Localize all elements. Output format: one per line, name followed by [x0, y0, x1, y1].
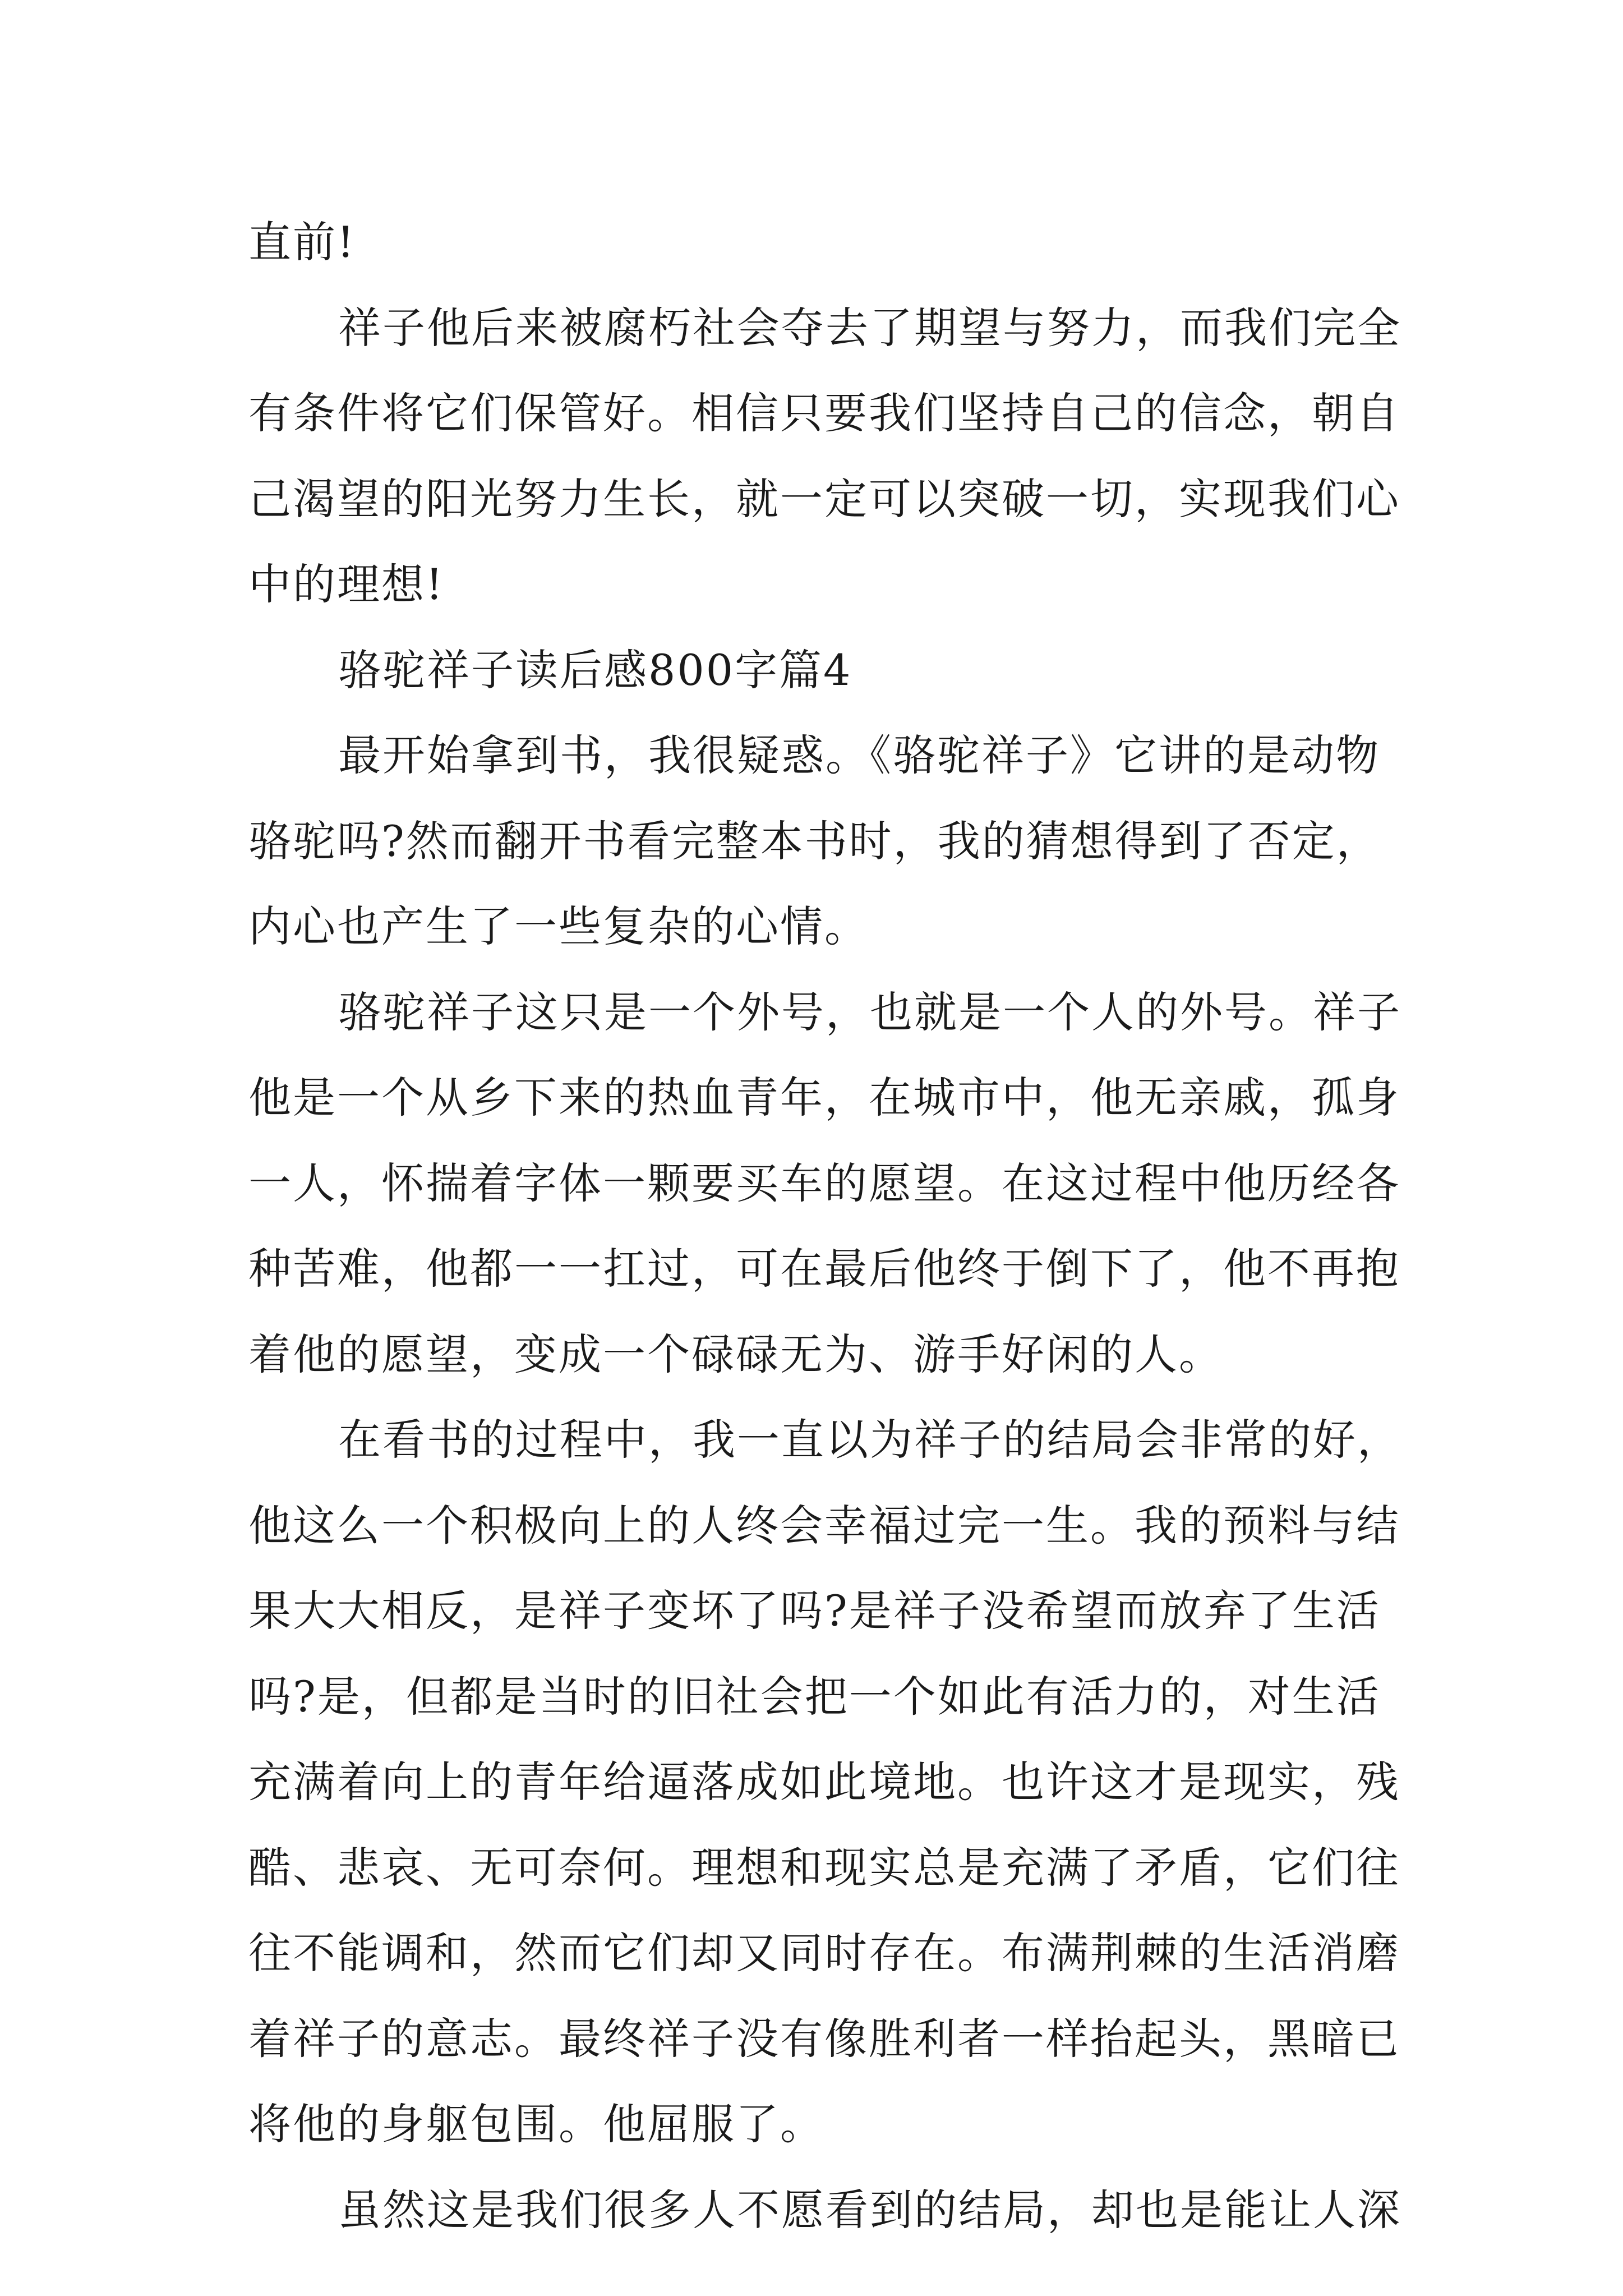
text-line: 往不能调和，然而它们却又同时存在。布满荆棘的生活消磨 — [248, 1928, 1400, 1978]
text-line: 一人，怀揣着字体一颗要买车的愿望。在这过程中他历经各 — [248, 1158, 1400, 1208]
text-line: 有条件将它们保管好。相信只要我们坚持自己的信念，朝自 — [248, 388, 1400, 438]
paragraph-start-line: 最开始拿到书，我很疑惑。《骆驼祥子》它讲的是动物 — [338, 730, 1380, 780]
section-heading: 骆驼祥子读后感800字篇4 — [338, 645, 852, 695]
text-line: 将他的身躯包围。他屈服了。 — [248, 2099, 824, 2149]
text-line: 直前! — [248, 217, 356, 267]
text-line: 吗?是，但都是当时的旧社会把一个如此有活力的，对生活 — [248, 1671, 1381, 1722]
text-line: 着他的愿望，变成一个碌碌无为、游手好闲的人。 — [248, 1329, 1223, 1379]
text-line: 内心也产生了一些复杂的心情。 — [248, 901, 869, 951]
paragraph-start-line: 虽然这是我们很多人不愿看到的结局，却也是能让人深 — [338, 2184, 1401, 2235]
text-line: 着祥子的意志。最终祥子没有像胜利者一样抬起头，黑暗已 — [248, 2013, 1400, 2064]
text-line: 果大大相反，是祥子变坏了吗?是祥子没希望而放弃了生活 — [248, 1586, 1381, 1636]
text-line: 中的理想! — [248, 559, 445, 609]
paragraph-start-line: 骆驼祥子这只是一个外号，也就是一个人的外号。祥子 — [338, 987, 1401, 1037]
document-body — [248, 200, 1401, 2253]
text-line: 骆驼吗?然而翻开书看完整本书时，我的猜想得到了否定， — [248, 816, 1381, 866]
text-line: 充满着向上的青年给逼落成如此境地。也许这才是现实，残 — [248, 1757, 1400, 1807]
text-line: 酷、悲哀、无可奈何。理想和现实总是充满了矛盾，它们往 — [248, 1842, 1400, 1893]
paragraph-start-line: 在看书的过程中，我一直以为祥子的结局会非常的好， — [338, 1415, 1401, 1465]
paragraph-start-line: 祥子他后来被腐朽社会夺去了期望与努力，而我们完全 — [338, 302, 1401, 353]
text-line: 他这么一个积极向上的人终会幸福过完一生。我的预料与结 — [248, 1500, 1400, 1550]
text-line: 己渴望的阳光努力生长，就一定可以突破一切，实现我们心 — [248, 473, 1400, 524]
text-line: 种苦难，他都一一扛过，可在最后他终于倒下了，他不再抱 — [248, 1244, 1400, 1294]
text-line: 他是一个从乡下来的热血青年，在城市中，他无亲戚，孤身 — [248, 1073, 1400, 1122]
